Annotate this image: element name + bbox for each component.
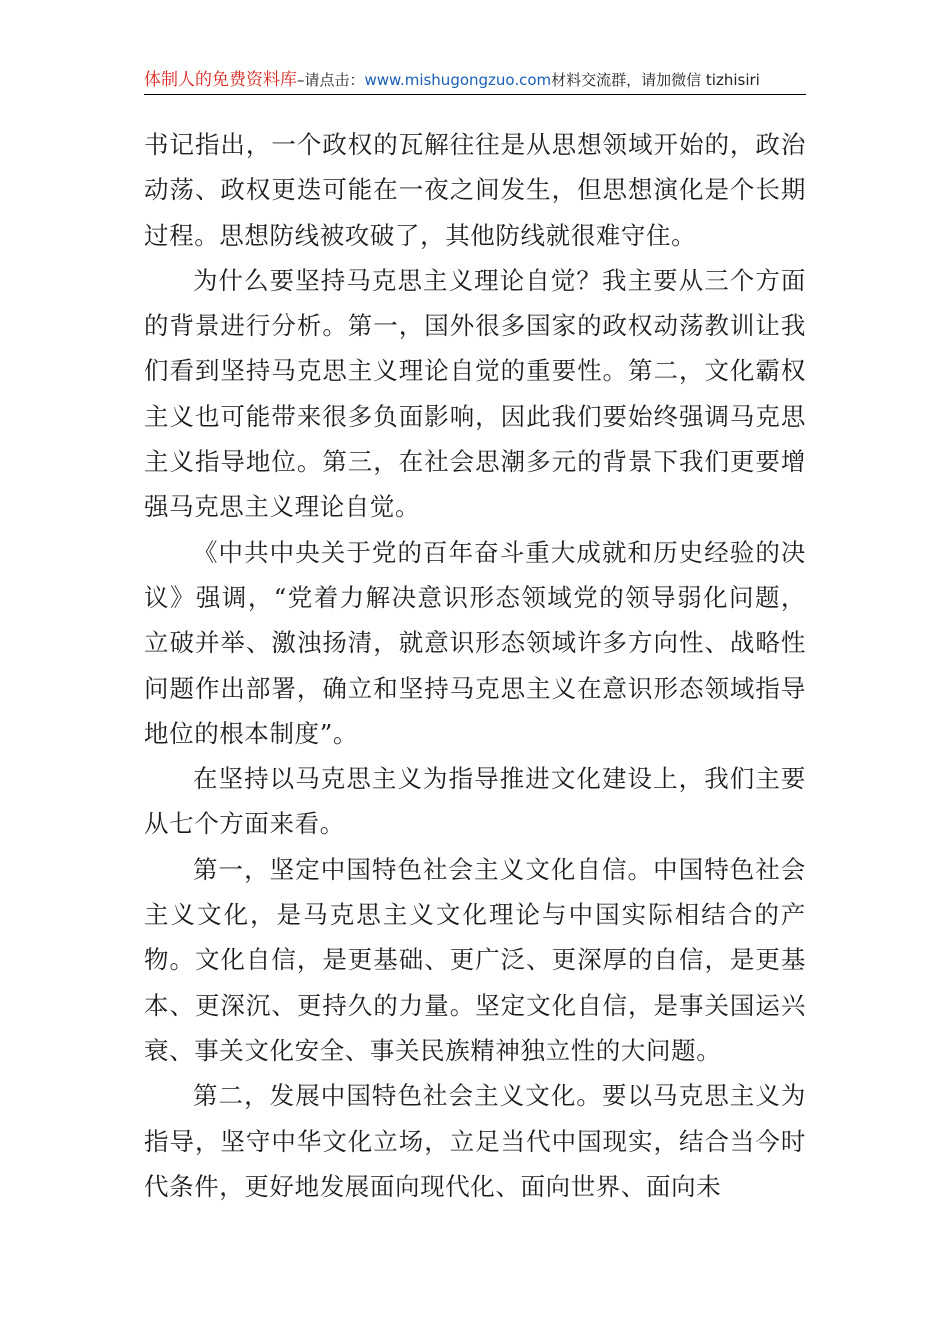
paragraph: 第一，坚定中国特色社会主义文化自信。中国特色社会主义文化，是马克思主义文化理论与中国实际相结合的产物。文化自信，是更基础、更广泛、更深厚的自信，是更基本、更深沉、更持久的力量。坚定文化自信，是事关国运兴衰、事关文化安全、事关民族精神独立性的大问题。 xyxy=(144,854,806,1065)
header-group-info: 材料交流群，请加微信 tizhisiri xyxy=(551,71,760,89)
paragraph: 《中共中央关于党的百年奋斗重大成就和历史经验的决议》强调，“党着力解决意识形态领域党的领导弱化问题，立破并举、激浊扬清，就意识形态领域许多方向性、战略性问题作出部署，确立和坚持马克思主义在意识形态领域指导地位的根本制度”。 xyxy=(144,537,806,748)
header-prompt: –请点击： xyxy=(297,71,365,89)
document-body xyxy=(144,122,806,1209)
paragraph: 在坚持以马克思主义为指导推进文化建设上，我们主要从七个方面来看。 xyxy=(144,764,806,839)
paragraph-continuation: 书记指出，一个政权的瓦解往往是从思想领域开始的，政治动荡、政权更迭可能在一夜之间发生，但思想演化是个长期过程。思想防线被攻破了，其他防线就很难守住。 xyxy=(144,130,806,250)
page-header xyxy=(144,68,806,95)
paragraph: 为什么要坚持马克思主义理论自觉？我主要从三个方面的背景进行分析。第一，国外很多国家的政权动荡教训让我们看到坚持马克思主义理论自觉的重要性。第二，文化霸权主义也可能带来很多负面影响，因此我们要始终强调马克思主义指导地位。第三，在社会思潮多元的背景下我们更要增强马克思主义理论自觉。 xyxy=(144,265,806,522)
paragraph: 第二，发展中国特色社会主义文化。要以马克思主义为指导，坚守中华文化立场，立足当代中国现实，结合当今时代条件，更好地发展面向现代化、面向世界、面向未 xyxy=(144,1081,806,1201)
header-website-link[interactable]: www.mishugongzuo.com xyxy=(364,71,552,89)
header-brand: 体制人的免费资料库 xyxy=(144,70,297,90)
